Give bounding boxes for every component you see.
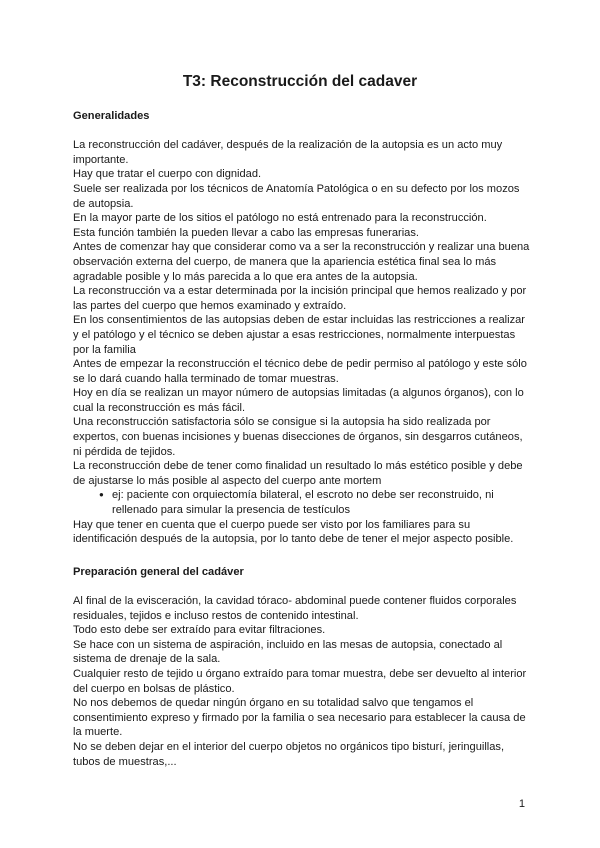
paragraph: Antes de comenzar hay que considerar como va a ser la reconstrucción y realizar una buena observación externa del cuerpo, de manera que la apariencia estética final sea lo más agradable posible y lo más parecida a lo que era antes de la autopsia.	[73, 241, 530, 283]
paragraph: La reconstrucción va a estar determinada por la incisión principal que hemos realizado y por las partes del cuerpo que hemos examinado y extraído.	[73, 285, 527, 312]
paragraph: Hoy en día se realizan un mayor número de autopsias limitadas (a algunos órganos), con lo cual la reconstrucción es más fácil.	[73, 387, 524, 414]
paragraph: Hay que tener en cuenta que el cuerpo puede ser visto por los familiares para su identificación después de la autopsia, por lo tanto debe de tener el mejor aspecto posible.	[73, 518, 514, 546]
paragraph: Antes de empezar la reconstrucción el técnico debe de pedir permiso al patólogo y este sólo se lo dará cuando halla terminado de tomar muestras.	[73, 358, 527, 385]
paragraph: Esta función también la pueden llevar a cabo las empresas funerarias.	[73, 226, 419, 239]
page-number: 1	[518, 798, 525, 810]
spacer	[73, 579, 533, 594]
paragraph: La reconstrucción del cadáver, después de la realización de la autopsia es un acto muy importante.	[73, 139, 503, 166]
paragraph: Hay que tratar el cuerpo con dignidad.	[73, 168, 262, 181]
section-heading-preparacion: Preparación general del cadáver	[73, 565, 244, 578]
spacer	[73, 124, 533, 139]
bullet-list	[73, 488, 533, 517]
paragraph: No se deben dejar en el interior del cuerpo objetos no orgánicos tipo bisturí, jeringuillas, tubos de muestras,...	[73, 740, 505, 768]
bullet-item: ● ej: paciente con orquiectomía bilateral, el escroto no debe ser reconstruido, ni rellenado para simular la presencia de testículos	[99, 488, 533, 517]
paragraph: La reconstrucción debe de tener como finalidad un resultado lo más estético posible y debe de ajustarse lo más posible al aspecto del cuerpo ante mortem	[73, 460, 523, 487]
paragraph: Se hace con un sistema de aspiración, incluido en las mesas de autopsia, conectado al sistema de drenaje de la sala.	[73, 638, 503, 666]
paragraph: Cualquier resto de tejido u órgano extraído para tomar muestra, debe ser devuelto al interior del cuerpo en bolsas de plástico.	[73, 667, 527, 695]
paragraph: Todo esto debe ser extraído para evitar filtraciones.	[73, 624, 326, 637]
paragraph: Al final de la evisceración, la cavidad tóraco- abdominal puede contener fluidos corporales residuales, tejidos e incluso restos de contenido intestinal.	[73, 595, 517, 622]
paragraph: No nos debemos de quedar ningún órgano en su totalidad salvo que tengamos el consentimiento expreso y firmado por la familia o sea necesario para establecer la causa de la muerte.	[73, 697, 526, 739]
section-heading-generalidades: Generalidades	[73, 110, 150, 122]
paragraph: En los consentimientos de las autopsias deben de estar incluidas las restricciones a realizar y el patólogo y el técnico se deben ajustar a esas restricciones, normalmente interpuestas por la familia	[73, 314, 526, 356]
paragraph: Una reconstrucción satisfactoria sólo se consigue si la autopsia ha sido realizada por expertos, con buenas incisiones y buenas disecciones de órganos, sin desgarros cutáneos, ni pérdida de tejidos.	[73, 416, 523, 458]
paragraph: En la mayor parte de los sitios el patólogo no está entrenado para la reconstrucción.	[73, 212, 487, 225]
document-body	[73, 109, 533, 769]
paragraph: Suele ser realizada por los técnicos de Anatomía Patológica o en su defecto por los mozos de autopsia.	[73, 182, 520, 210]
page-title: T3: Reconstrucción del cadaver	[182, 73, 418, 90]
